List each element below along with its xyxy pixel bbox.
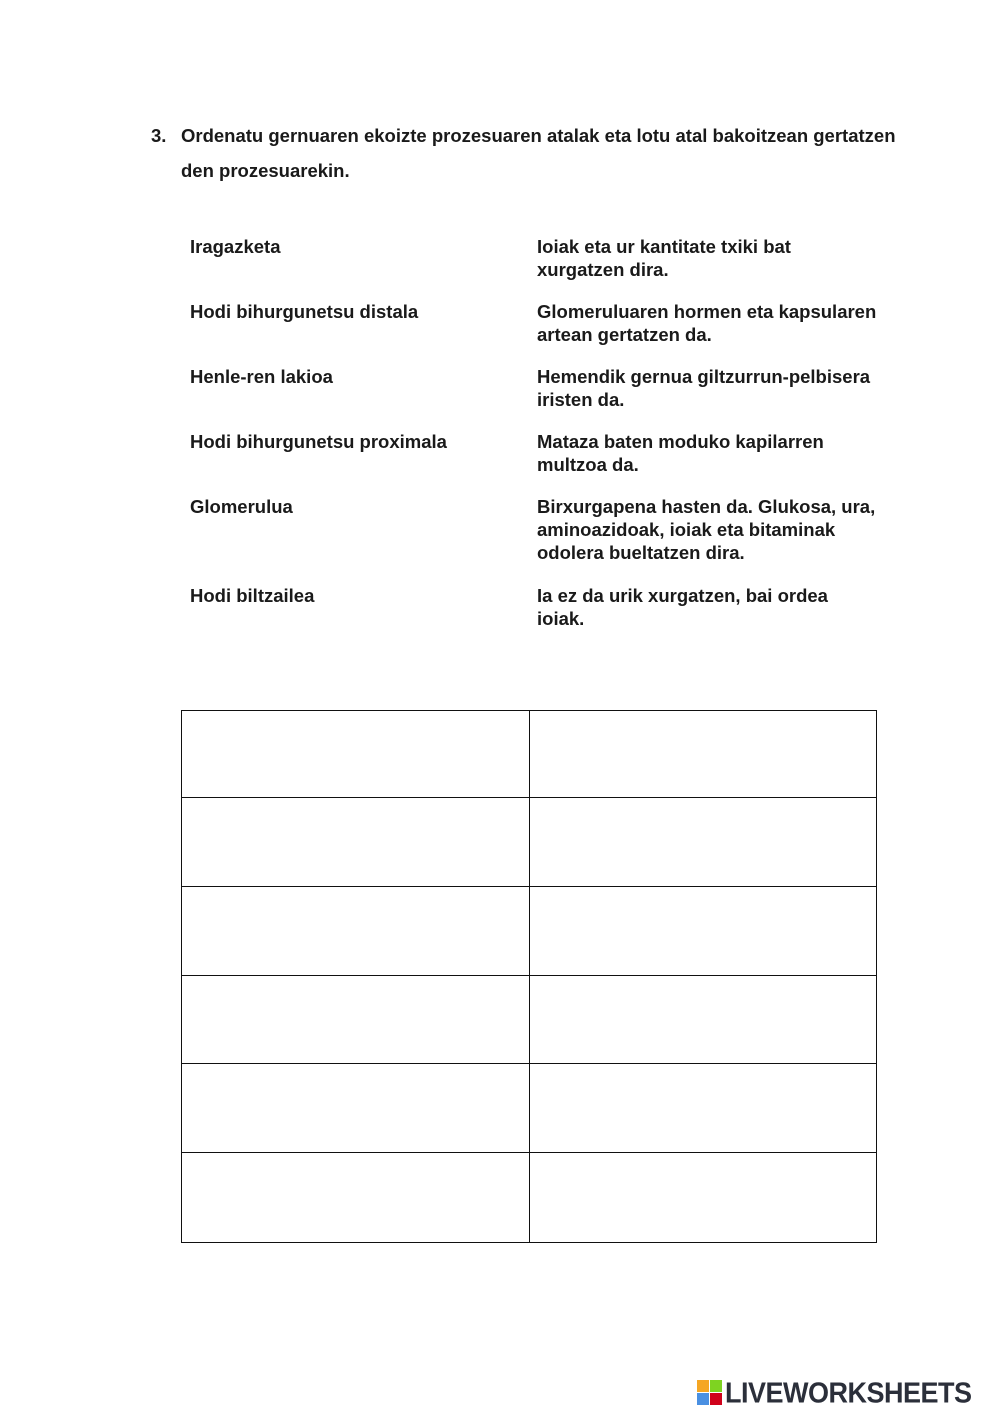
answer-cell-left [182,1153,530,1243]
question-text: Ordenatu gernuaren ekoizte prozesuaren atalak eta lotu atal bakoitzean gertatzen den prozesuarekin. [181,125,896,181]
term: Henle-ren lakioa [190,366,333,387]
table-row [182,976,877,1064]
table-row [182,887,877,976]
term: Iragazketa [190,236,281,257]
description: Hemendik gernua giltzurrun-pelbisera iristen da. [537,366,871,410]
table-row [182,711,877,798]
brand-footer [697,1376,972,1410]
answer-input-right[interactable] [530,976,877,1063]
description: Birxurgapena hasten da. Glukosa, ura, aminoazidoak, ioiak eta bitaminak odolera bueltatzen dira. [537,496,876,563]
answer-input-left[interactable] [182,798,529,886]
answer-cell-right [529,711,877,798]
answer-cell-right [529,976,877,1064]
answer-input-right[interactable] [530,1064,877,1152]
answer-cell-right [529,1064,877,1153]
answer-cell-left [182,798,530,887]
answer-input-left[interactable] [182,711,529,797]
answer-input-left[interactable] [182,887,529,975]
table-row [182,1064,877,1153]
answer-table [181,710,877,1243]
answer-cell-right [529,1153,877,1243]
term: Hodi bihurgunetsu distala [190,301,419,322]
answer-input-left[interactable] [182,1064,529,1152]
description: Ia ez da urik xurgatzen, bai ordea ioiak. [537,585,828,629]
answer-cell-left [182,1064,530,1153]
answer-cell-left [182,711,530,798]
liveworksheets-logo-icon [697,1380,723,1406]
answer-cell-right [529,798,877,887]
answer-input-left[interactable] [182,976,529,1063]
answer-input-right[interactable] [530,798,877,886]
description: Mataza baten moduko kapilarren multzoa da. [537,431,824,475]
question-number: 3. [151,125,167,146]
brand-text: LIVEWORKSHEETS [725,1376,972,1409]
description: Ioiak eta ur kantitate txiki bat xurgatzen dira. [537,236,791,280]
description: Glomeruluaren hormen eta kapsularen artean gertatzen da. [537,301,877,345]
table-row [182,798,877,887]
answer-cell-left [182,887,530,976]
answer-input-right[interactable] [530,1153,877,1242]
term: Glomerulua [190,496,293,517]
answer-cell-left [182,976,530,1064]
term: Hodi bihurgunetsu proximala [190,431,447,452]
term: Hodi biltzailea [190,585,315,606]
table-row [182,1153,877,1243]
answer-cell-right [529,887,877,976]
answer-input-left[interactable] [182,1153,529,1242]
answer-input-right[interactable] [530,711,877,797]
answer-input-right[interactable] [530,887,877,975]
